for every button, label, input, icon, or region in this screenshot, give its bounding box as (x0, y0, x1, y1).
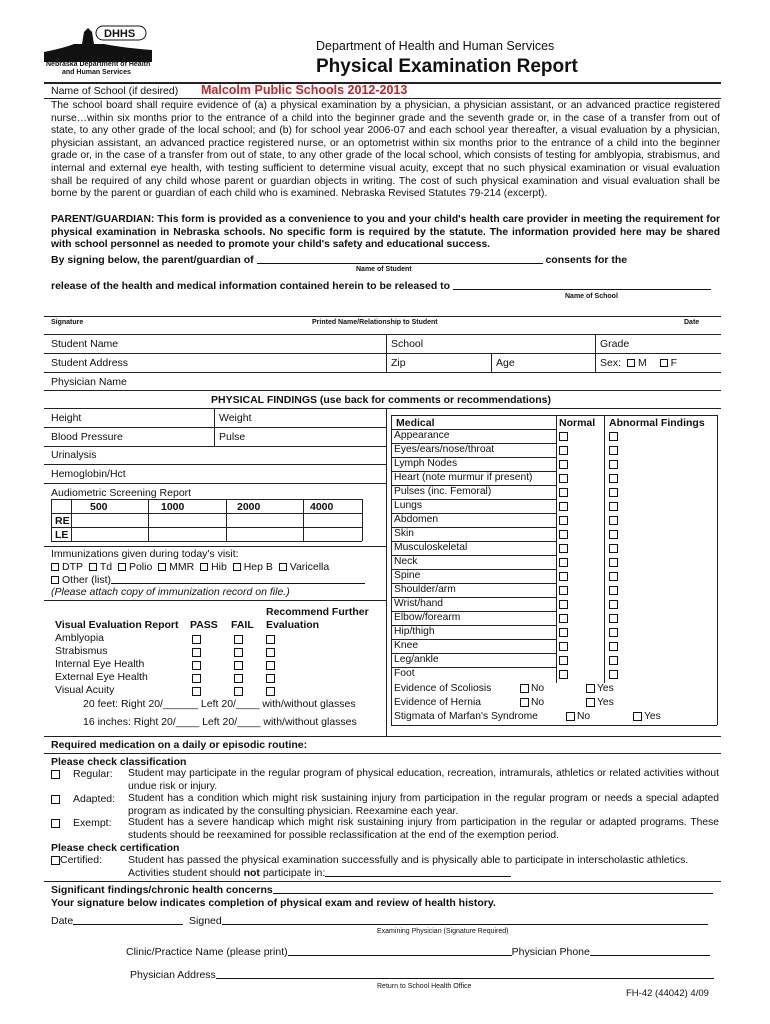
normal-checkbox[interactable] (559, 502, 568, 511)
medical-item: Hip/thigh (394, 626, 435, 637)
recommend-checkbox[interactable] (266, 674, 275, 683)
pass-checkbox[interactable] (192, 674, 201, 683)
date-field[interactable]: Date Signed (51, 915, 708, 927)
abnormal-checkbox[interactable] (609, 572, 618, 581)
abnormal-checkbox[interactable] (609, 600, 618, 609)
normal-header: Normal (559, 417, 596, 429)
medical-header: Medical (396, 417, 435, 429)
abnormal-checkbox[interactable] (609, 432, 618, 441)
page-title: Physical Examination Report (316, 56, 578, 77)
capitol-skyline-icon (44, 22, 152, 62)
normal-checkbox[interactable] (559, 488, 568, 497)
dhhs-logo (44, 22, 152, 78)
return-caption: Return to School Health Office (377, 983, 472, 990)
ear-le: LE (55, 529, 69, 541)
adapted-label: Adapted: (73, 793, 116, 805)
school-name-label: Name of School (if desired) (51, 85, 179, 97)
medical-item: Leg/ankle (394, 654, 439, 665)
clinic-field[interactable]: Clinic/Practice Name (please print) Physician Phone (126, 946, 710, 958)
age-field[interactable]: Age (496, 357, 515, 369)
weight-field[interactable]: Weight (219, 412, 252, 424)
visual-internal-eye: Internal Eye Health (55, 658, 145, 670)
pass-header: PASS (190, 619, 218, 631)
td-checkbox[interactable] (89, 563, 97, 571)
medical-item: Skin (394, 528, 415, 539)
other-checkbox[interactable] (51, 576, 59, 584)
female-checkbox[interactable] (660, 359, 668, 367)
marfan-row: Stigmata of Marfan's Syndrome No Yes (394, 711, 661, 722)
printed-name-caption: Printed Name/Relationship to Student (312, 319, 438, 326)
pass-checkbox[interactable] (192, 687, 201, 696)
logo-caption-1: Nebraska Department of Health (46, 61, 151, 68)
regular-text: Student may participate in the regular program of physical education, recreation, intramurals, athletics or related activities without undue risk or injury. (128, 768, 719, 792)
physician-name-field[interactable]: Physician Name (51, 376, 127, 388)
hemoglobin-field[interactable]: Hemoglobin/Hct (51, 468, 126, 480)
polio-checkbox[interactable] (118, 563, 126, 571)
statute-paragraph: The school board shall require evidence of (a) a physical examination by a physician, a physician assistant, or an advanced practice registered nurse…within six months prior to the entrance of a child into the beginner grade and the seventh grade or, in the case of a transfer from out of state, to any other grade of the local school; and (b) for school year 2006-07 and each school year thereafter, a visual evaluation by a physician, physician assistant, an advanced practice registered nurse, or an optometrist within six months prior to the entrance of a child into the beginner grade or, in the case of a transfer from out of state, to any other grade of the local school, which consists of testing for amblyopia, strabismus, and internal and external eye health, with testing sufficient to determine visual acuity, except that no such physical examination or visual evaluation shall be required of any child whose parent or guardian objects in writing. The cost of such physical examination and visual evaluation shall be borne by the parent or guardian of each child who is examined. Nebraska Revised Statutes 79-214 (excerpt). (51, 100, 720, 200)
certified-checkbox[interactable] (51, 856, 60, 865)
normal-checkbox[interactable] (559, 516, 568, 525)
required-medication[interactable]: Required medication on a daily or episodic routine: (51, 739, 308, 751)
normal-checkbox[interactable] (559, 460, 568, 469)
abnormal-checkbox[interactable] (609, 586, 618, 595)
medical-item: Knee (394, 640, 419, 651)
department-name: Department of Health and Human Services (316, 39, 555, 53)
student-address-field[interactable]: Student Address (51, 357, 129, 369)
varicella-checkbox[interactable] (279, 563, 287, 571)
fail-header: FAIL (231, 619, 254, 631)
examining-caption: Examining Physician (Signature Required) (377, 928, 509, 935)
consent-line-2: release of the health and medical information contained herein to be released to (51, 280, 711, 292)
normal-checkbox[interactable] (559, 474, 568, 483)
visual-external-eye: External Eye Health (55, 671, 148, 683)
abnormal-checkbox[interactable] (609, 628, 618, 637)
certified-label: Certified: (60, 854, 103, 866)
audiometric-title: Audiometric Screening Report (51, 487, 192, 499)
recommend-header: Recommend Further (266, 606, 369, 618)
abnormal-checkbox[interactable] (609, 474, 618, 483)
recommend-checkbox[interactable] (266, 635, 275, 644)
signature-caption: Signature (51, 319, 84, 326)
abnormal-header: Abnormal Findings (609, 417, 705, 429)
abnormal-checkbox[interactable] (609, 642, 618, 651)
normal-checkbox[interactable] (559, 656, 568, 665)
abnormal-checkbox[interactable] (609, 516, 618, 525)
scoliosis-row: Evidence of Scoliosis No Yes (394, 683, 614, 694)
grade-field[interactable]: Grade (600, 338, 630, 350)
abnormal-checkbox[interactable] (609, 670, 618, 679)
recommend-checkbox[interactable] (266, 648, 275, 657)
normal-checkbox[interactable] (559, 586, 568, 595)
mmr-checkbox[interactable] (158, 563, 166, 571)
parent-notice: PARENT/GUARDIAN: This form is provided as a convenience to you and your child's health care provider in meeting the requirement for physical examination in Nebraska schools. No specific form is required by the statute. The information provided here may be shared with school personnel as needed to promote your child's safety and educational success. (51, 214, 720, 251)
hernia-no-checkbox[interactable] (520, 698, 529, 707)
freq-500: 500 (90, 501, 108, 513)
medical-item: Appearance (394, 430, 450, 441)
immunization-options: DTP Td Polio MMR Hib Hep B Varicella (51, 561, 329, 573)
normal-checkbox[interactable] (559, 446, 568, 455)
normal-checkbox[interactable] (559, 544, 568, 553)
adapted-text: Student has a condition which might risk sustaining injury from participation in the regular program or needs a special adapted program as indicated by the consulting physician. Reexamine each year. (128, 793, 719, 817)
urinalysis-field[interactable]: Urinalysis (51, 449, 97, 461)
abnormal-checkbox[interactable] (609, 530, 618, 539)
visual-acuity: Visual Acuity (55, 684, 115, 696)
adapted-checkbox[interactable] (51, 795, 60, 804)
abnormal-checkbox[interactable] (609, 656, 618, 665)
hernia-yes-checkbox[interactable] (586, 698, 595, 707)
medical-item: Spine (394, 570, 421, 581)
check-classification: Please check classification (51, 756, 187, 768)
normal-checkbox[interactable] (559, 614, 568, 623)
height-field[interactable]: Height (51, 412, 82, 424)
freq-2000: 2000 (237, 501, 261, 513)
visual-title: Visual Evaluation Report (55, 619, 179, 631)
medical-item: Neck (394, 556, 418, 567)
medical-item: Abdomen (394, 514, 439, 525)
zip-field[interactable]: Zip (391, 357, 406, 369)
visual-amblyopia: Amblyopia (55, 632, 105, 644)
medical-item: Pulses (inc. Femoral) (394, 486, 492, 497)
name-of-school-caption: Name of School (565, 293, 618, 300)
acuity-20-feet[interactable]: 20 feet: Right 20/______ Left 20/____ with/without glasses (83, 698, 356, 710)
evaluation-header: Evaluation (266, 619, 320, 631)
normal-checkbox[interactable] (559, 628, 568, 637)
visual-strabismus: Strabismus (55, 645, 108, 657)
certified-text: Student has passed the physical examination successfully and is physically able to participate in interscholastic athletics. (128, 854, 689, 866)
hernia-row: Evidence of Hernia No Yes (394, 697, 614, 708)
immunization-note: (Please attach copy of immunization record on file.) (51, 586, 290, 598)
abnormal-checkbox[interactable] (609, 488, 618, 497)
hib-checkbox[interactable] (200, 563, 208, 571)
fail-checkbox[interactable] (234, 635, 243, 644)
check-certification: Please check certification (51, 842, 180, 854)
normal-checkbox[interactable] (559, 558, 568, 567)
medical-item: Lymph Nodes (394, 458, 458, 469)
normal-checkbox[interactable] (559, 530, 568, 539)
form-id: FH-42 (44042) 4/09 (626, 988, 709, 999)
fail-checkbox[interactable] (234, 648, 243, 657)
regular-checkbox[interactable] (51, 770, 60, 779)
logo-text: DHHS (104, 28, 136, 40)
consent-line-1: By signing below, the parent/guardian of consents for the (51, 254, 628, 266)
freq-1000: 1000 (161, 501, 185, 513)
exempt-label: Exempt: (73, 817, 112, 829)
medical-item: Shoulder/arm (394, 584, 456, 595)
fail-checkbox[interactable] (234, 661, 243, 670)
normal-checkbox[interactable] (559, 572, 568, 581)
normal-checkbox[interactable] (559, 432, 568, 441)
pulse-field[interactable]: Pulse (219, 431, 246, 443)
blood-pressure-field[interactable]: Blood Pressure (51, 431, 123, 443)
signature-note: Your signature below indicates completion of physical exam and review of health history. (51, 897, 496, 909)
medical-item: Heart (note murmur if present) (394, 472, 533, 483)
exempt-text: Student has a severe handicap which might risk sustaining injury from participation in the regular or adapted programs. These students should be reexamined for possible reclassification at the end of the exemption period. (128, 817, 719, 841)
normal-checkbox[interactable] (559, 642, 568, 651)
normal-checkbox[interactable] (559, 670, 568, 679)
scoliosis-yes-checkbox[interactable] (586, 684, 595, 693)
findings-title: PHYSICAL FINDINGS (use back for comments or recommendations) (211, 394, 551, 406)
physician-address-field[interactable]: Physician Address (130, 969, 714, 981)
abnormal-checkbox[interactable] (609, 502, 618, 511)
recommend-checkbox[interactable] (266, 687, 275, 696)
immunizations-title: Immunizations given during today's visit: (51, 548, 239, 560)
hepb-checkbox[interactable] (233, 563, 241, 571)
medical-item: Lungs (394, 500, 423, 511)
normal-checkbox[interactable] (559, 600, 568, 609)
dtp-checkbox[interactable] (51, 563, 59, 571)
abnormal-checkbox[interactable] (609, 544, 618, 553)
regular-label: Regular: (73, 768, 113, 780)
student-name-field[interactable]: Student Name (51, 338, 119, 350)
immunization-other: Other (list) (51, 574, 365, 586)
medical-item: Foot (394, 668, 415, 679)
ear-re: RE (55, 515, 70, 527)
date-caption: Date (684, 319, 700, 326)
fail-checkbox[interactable] (234, 674, 243, 683)
school-field[interactable]: School (391, 338, 424, 350)
acuity-16-inches[interactable]: 16 inches: Right 20/____ Left 20/____ with/without glasses (83, 716, 357, 728)
name-of-student-caption: Name of Student (356, 266, 412, 273)
sex-field: Sex: M F (600, 357, 678, 369)
medical-item: Elbow/forearm (394, 612, 461, 623)
recommend-checkbox[interactable] (266, 661, 275, 670)
activities-line[interactable]: Activities student should not participate in: (128, 867, 511, 879)
male-checkbox[interactable] (627, 359, 635, 367)
scoliosis-no-checkbox[interactable] (520, 684, 529, 693)
significant-findings[interactable]: Significant findings/chronic health concerns (51, 884, 713, 896)
marfan-yes-checkbox[interactable] (633, 712, 642, 721)
medical-item: Eyes/ears/nose/throat (394, 444, 495, 455)
fail-checkbox[interactable] (234, 687, 243, 696)
pass-checkbox[interactable] (192, 648, 201, 657)
abnormal-checkbox[interactable] (609, 558, 618, 567)
exempt-checkbox[interactable] (51, 819, 60, 828)
logo-caption-2: and Human Services (62, 69, 131, 76)
abnormal-checkbox[interactable] (609, 614, 618, 623)
abnormal-checkbox[interactable] (609, 446, 618, 455)
marfan-no-checkbox[interactable] (566, 712, 575, 721)
freq-4000: 4000 (310, 501, 334, 513)
school-name-value[interactable]: Malcolm Public Schools 2012-2013 (201, 83, 408, 97)
abnormal-checkbox[interactable] (609, 460, 618, 469)
medical-item: Musculoskeletal (394, 542, 468, 553)
pass-checkbox[interactable] (192, 661, 201, 670)
pass-checkbox[interactable] (192, 635, 201, 644)
medical-item: Wrist/hand (394, 598, 444, 609)
